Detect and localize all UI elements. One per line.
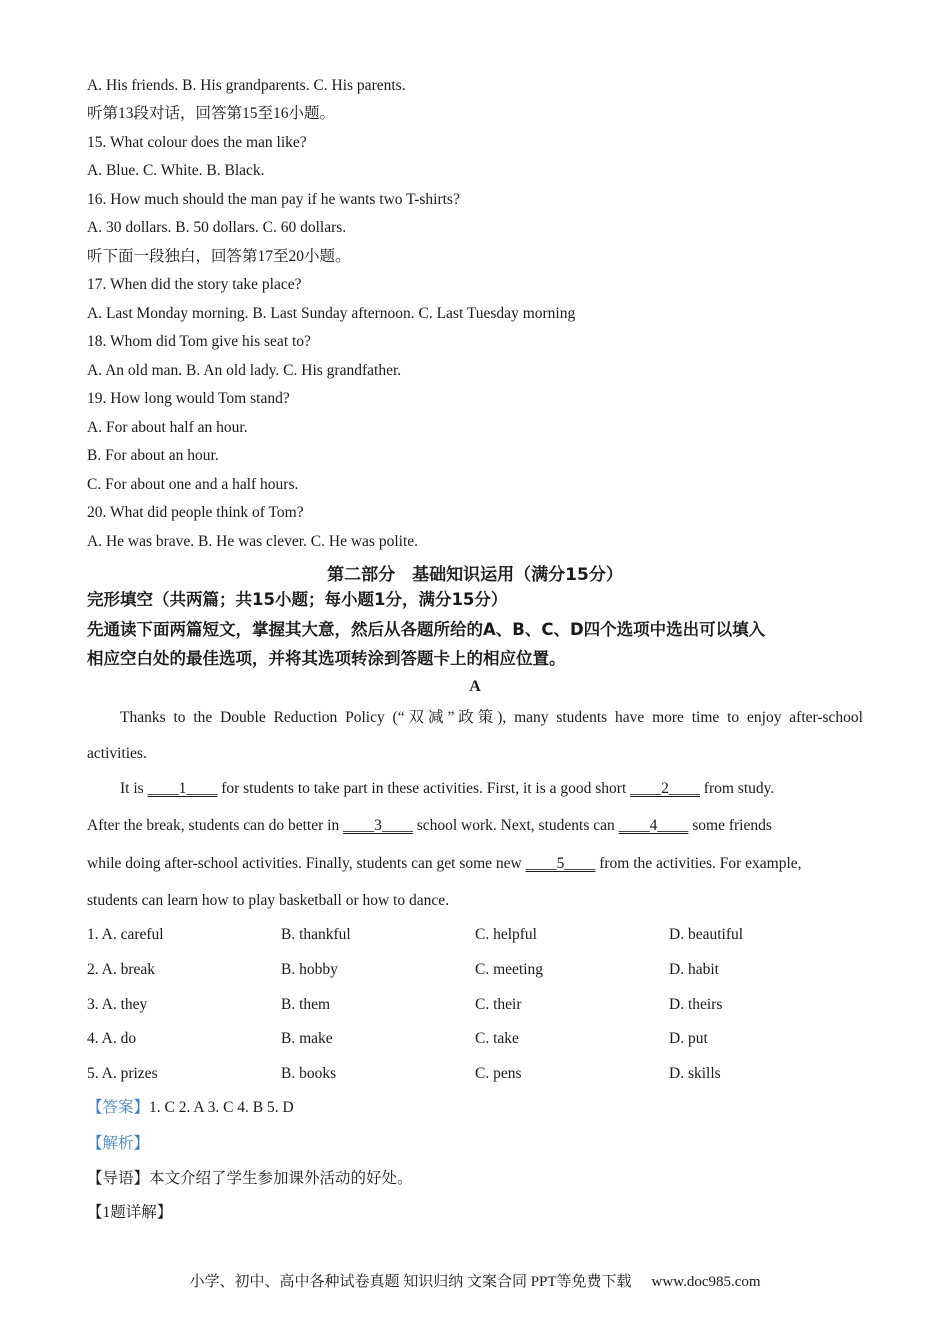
option-cell: D. put <box>669 1030 708 1047</box>
option-cell: B. them <box>281 996 331 1013</box>
instruction-dialogue-13: 听第13段对话，回答第15至16小题。 <box>87 105 336 122</box>
option-cell: C. pens <box>475 1065 522 1082</box>
question-19: 19. How long would Tom stand? <box>87 390 290 407</box>
passage-text: school work. Next, students can <box>412 817 619 834</box>
passage-p2-line2 <box>87 816 863 836</box>
passage-text: some friends <box>688 817 772 834</box>
blank-4: ____4____ <box>618 817 689 834</box>
answer-line <box>87 1098 294 1118</box>
question-16-options: A. 30 dollars. B. 50 dollars. C. 60 dollars. <box>87 219 347 236</box>
option-cell: C. their <box>475 996 522 1013</box>
passage-text: for students to take part in these activities. First, it is a good short <box>217 780 631 797</box>
footer-url[interactable]: www.doc985.com <box>651 1274 761 1290</box>
option-cell: B. thankful <box>281 926 351 943</box>
question-18-options: A. An old man. B. An old lady. C. His grandfather. <box>87 362 402 379</box>
passage-p2-line4: students can learn how to play basketball or how to dance. <box>87 892 449 909</box>
part2-instruction-line1: 先通读下面两篇短文，掌握其大意，然后从各题所给的A、B、C、D四个选项中选出可以填入 <box>87 620 766 639</box>
question-14-options: A. His friends. B. His grandparents. C. His parents. <box>87 77 406 94</box>
question-19-option-b: B. For about an hour. <box>87 447 219 464</box>
passage-p1-line2: activities. <box>87 745 147 762</box>
option-cell: D. beautiful <box>669 926 744 943</box>
passage-p2-line3 <box>87 854 863 874</box>
option-cell: 4. A. do <box>87 1030 137 1047</box>
option-cell: D. skills <box>669 1065 721 1082</box>
option-cell: C. meeting <box>475 961 544 978</box>
question-15-options: A. Blue. C. White. B. Black. <box>87 162 265 179</box>
question-17: 17. When did the story take place? <box>87 276 302 293</box>
question-17-options: A. Last Monday morning. B. Last Sunday afternoon. C. Last Tuesday morning <box>87 305 576 322</box>
passage-text: from study. <box>699 780 775 797</box>
passage-text: while doing after-school activities. Finally, students can get some new <box>87 855 526 872</box>
passage-p1-line1: Thanks to the Double Reduction Policy (“双减”政策), many students have more time to enjoy after-school <box>120 709 863 726</box>
part2-instruction-line2: 相应空白处的最佳选项，并将其选项转涂到答题卡上的相应位置。 <box>87 649 566 668</box>
option-cell: D. habit <box>669 961 719 978</box>
option-cell: C. take <box>475 1030 519 1047</box>
answer-label: 【答案】 <box>87 1099 150 1116</box>
guide-text: 【导语】本文介绍了学生参加课外活动的好处。 <box>87 1170 413 1187</box>
blank-3: ____3____ <box>343 817 413 834</box>
footer-text: 小学、初中、高中各种试卷真题 知识归纳 文案合同 PPT等免费下载 <box>189 1274 632 1290</box>
page-footer <box>0 1270 950 1291</box>
blank-2: ____2____ <box>630 780 700 797</box>
option-cell: C. helpful <box>475 926 537 943</box>
instruction-monologue: 听下面一段独白，回答第17至20小题。 <box>87 248 351 265</box>
question-20: 20. What did people think of Tom? <box>87 504 304 521</box>
question-20-options: A. He was brave. B. He was clever. C. He was polite. <box>87 533 419 550</box>
option-cell: B. hobby <box>281 961 338 978</box>
question-19-option-a: A. For about half an hour. <box>87 419 248 436</box>
passage-text: It is <box>120 780 148 797</box>
question-19-option-c: C. For about one and a half hours. <box>87 476 299 493</box>
option-cell: B. make <box>281 1030 333 1047</box>
passage-text: After the break, students can do better in <box>87 817 344 834</box>
option-cell: D. theirs <box>669 996 723 1013</box>
option-cell: 1. A. careful <box>87 926 164 943</box>
passage-label: A <box>469 678 481 695</box>
option-cell: B. books <box>281 1065 337 1082</box>
question-16: 16. How much should the man pay if he wants two T-shirts? <box>87 191 460 208</box>
passage-text: from the activities. For example, <box>595 855 802 872</box>
question-15: 15. What colour does the man like? <box>87 134 307 151</box>
option-cell: 2. A. break <box>87 961 156 978</box>
blank-1: ____1____ <box>147 780 218 797</box>
option-cell: 3. A. they <box>87 996 148 1013</box>
part2-title: 第二部分 基础知识运用（满分15分） <box>327 565 623 585</box>
question-18: 18. Whom did Tom give his seat to? <box>87 333 311 350</box>
answer-text: 1. C 2. A 3. C 4. B 5. D <box>149 1099 294 1116</box>
option-cell: 5. A. prizes <box>87 1065 158 1082</box>
blank-5: ____5____ <box>525 855 596 872</box>
part2-subtitle: 完形填空（共两篇；共15小题；每小题1分，满分15分） <box>87 590 508 609</box>
passage-p2-line1 <box>120 779 863 799</box>
analysis-label: 【解析】 <box>87 1135 150 1152</box>
detail-heading: 【1题详解】 <box>87 1204 173 1221</box>
